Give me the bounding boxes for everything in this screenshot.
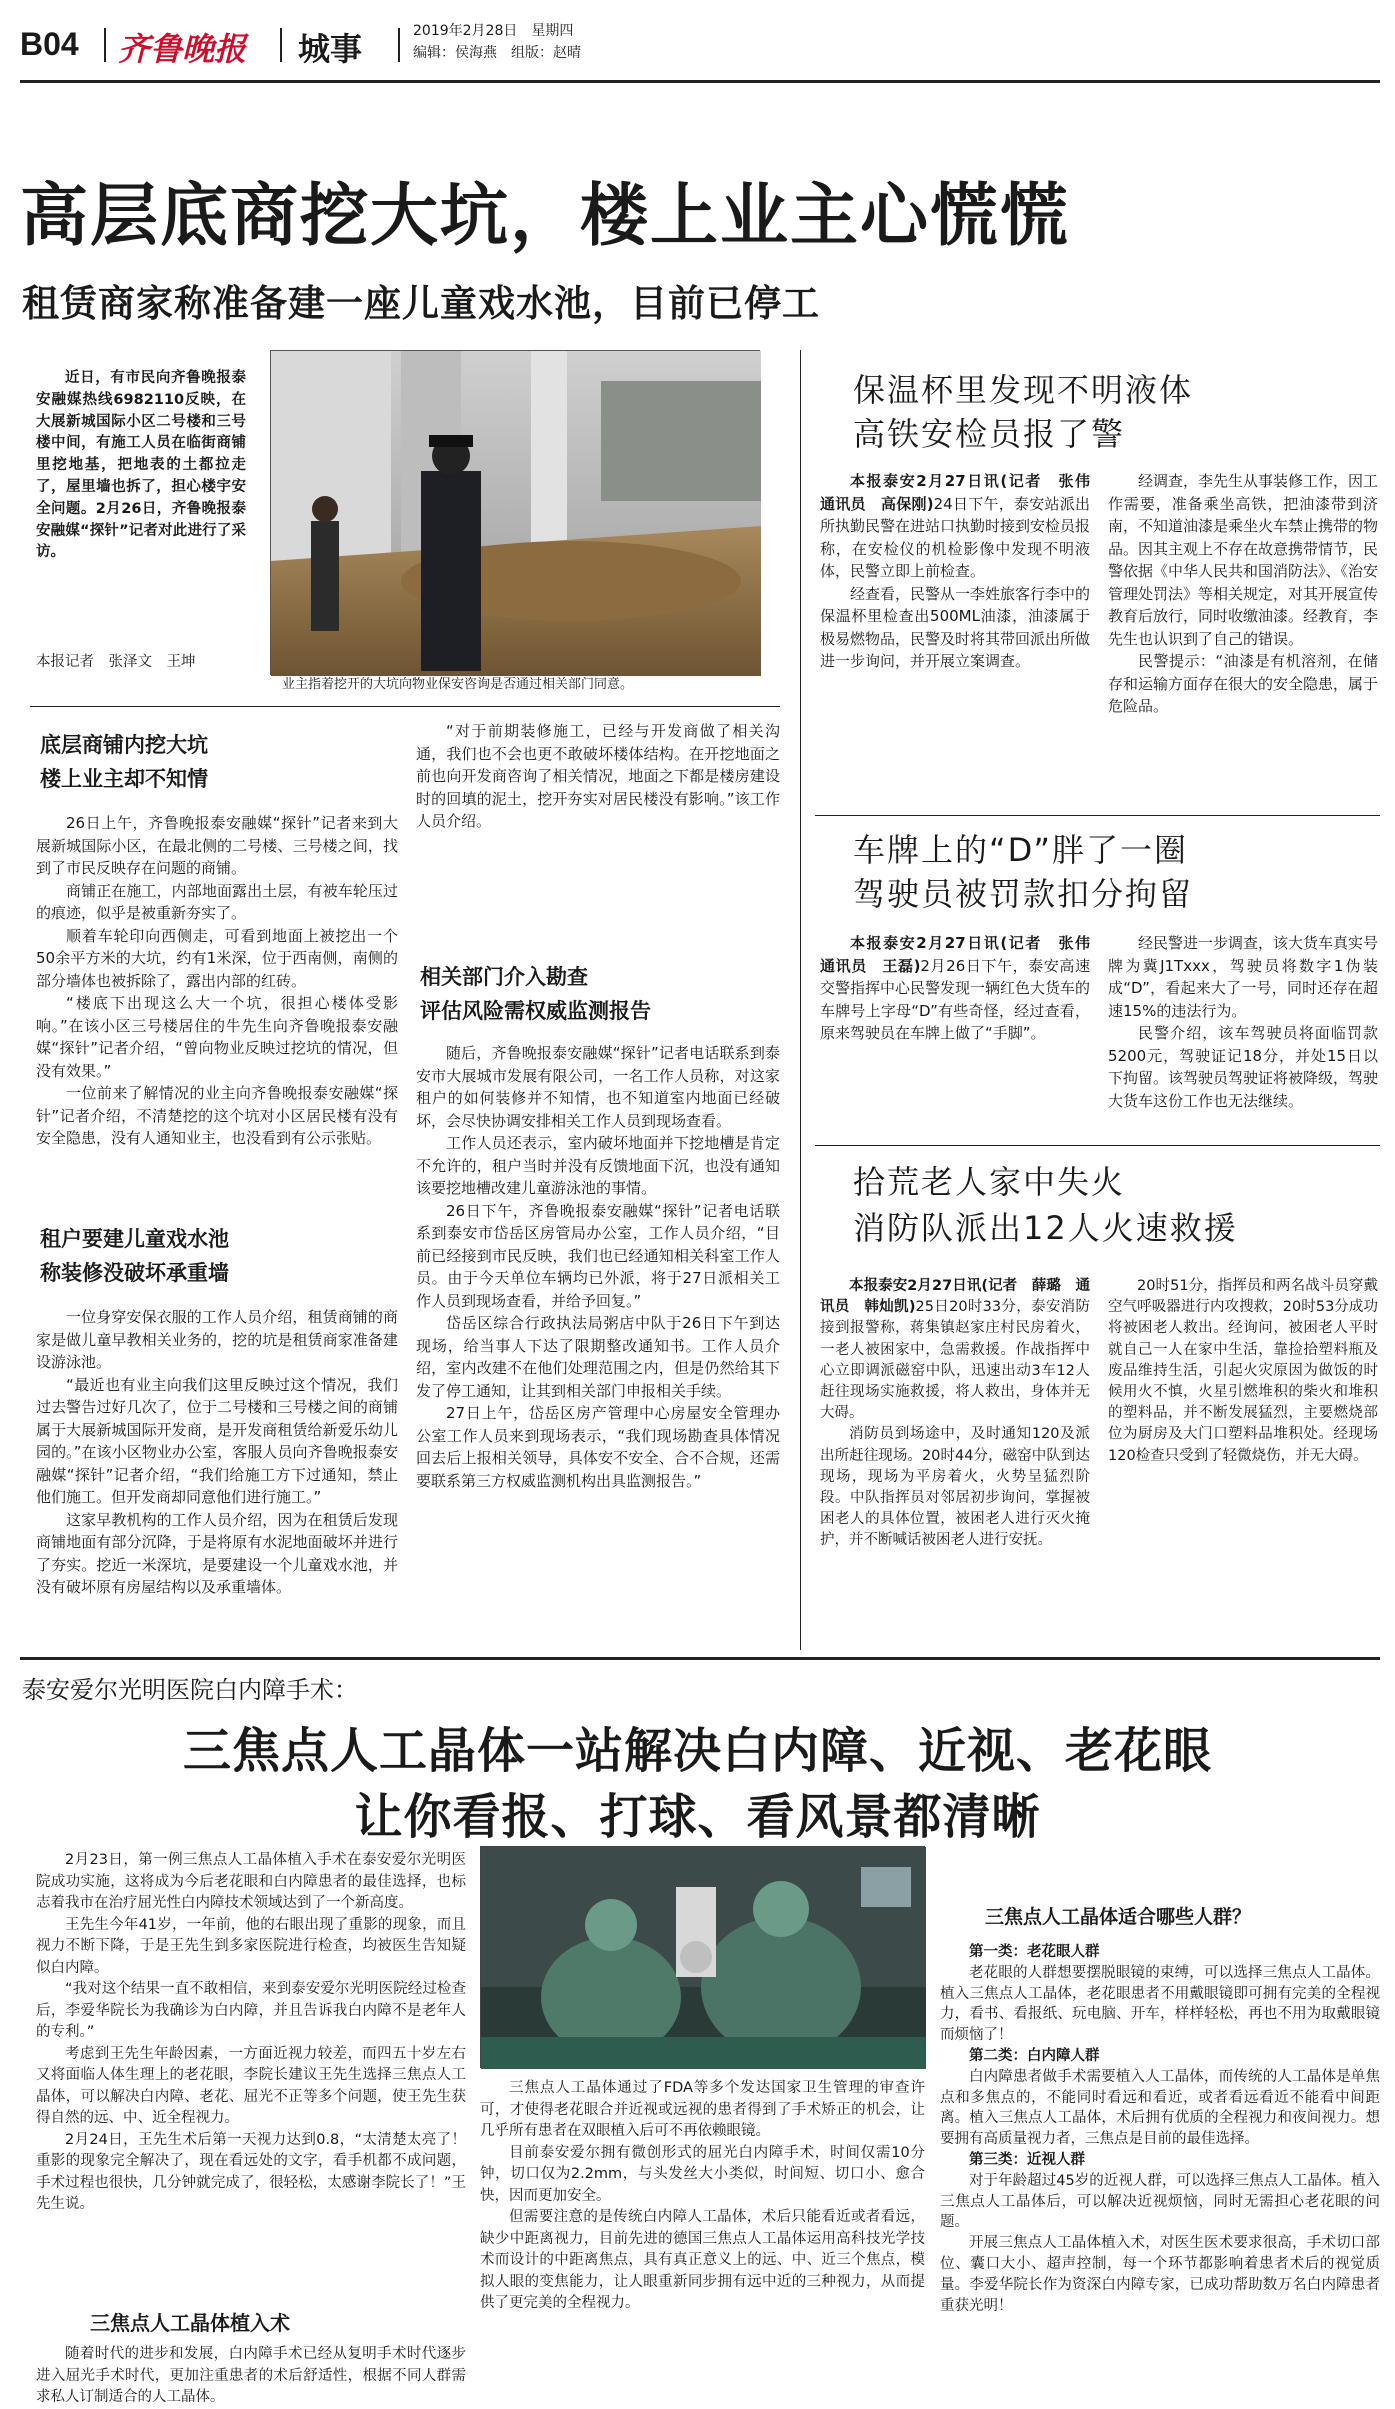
paragraph: 白内障患者做手术需要植入人工晶体，而传统的人工晶体是单焦点和多焦点的，不能同时看远和看近，或者看远看近不能看中间距离。植入三焦点人工晶体，术后拥有优质的全程视力和夜间视力。想要拥有高质量视力者，三焦点是目前的最佳选择。: [940, 2068, 1380, 2148]
main-subheadline: 租赁商家称准备建一座儿童戏水池，目前已停工: [22, 282, 820, 325]
issue-date: 2019年2月28日 星期四: [413, 23, 574, 39]
news1-title-2: 高铁安检员报了警: [853, 415, 1126, 453]
byline-dateline: 本报泰安2月27日讯: [850, 934, 1001, 952]
paragraph: 经民警进一步调查，该大货车真实号牌为冀J1Txxx，驾驶员将数字1伪装成“D”，看起来大了一号，同时还存在超速15%的违法行为。: [1108, 934, 1379, 1020]
news3-col-1: [820, 1276, 1090, 1552]
ad-subtitle-1: 三焦点人工晶体植入术: [90, 2311, 290, 2335]
paragraph: 民警提示：“油漆是有机溶剂，在储存和运输方面存在很大的安全隐患，属于危险品。: [1108, 652, 1379, 715]
article-column-1: [36, 812, 398, 1150]
surgery-photo: [480, 1846, 925, 2068]
ad-kicker: 泰安爱尔光明医院白内障手术：: [22, 1676, 358, 1704]
paragraph: 开展三焦点人工晶体植入术，对医生医术要求很高，手术切口部位、囊口大小、超声控制，每一个环节都影响着患者术后的视觉质量。李爱华院长作为资深白内障专家，已成功帮助数万名白内障患者重获光明！: [940, 2235, 1380, 2314]
paragraph: 民警介绍，该车驾驶员将面临罚款5200元，驾驶证记18分，并处15日以下拘留。该驾驶员驾驶证将被降级，驾驶大货车这份工作也无法继续。: [1108, 1024, 1379, 1110]
news3-col-2: [1108, 1276, 1378, 1467]
byline-people: (记者 张伟 通讯员 王磊): [820, 934, 1106, 975]
paragraph: 20时51分，指挥员和两名战斗员穿戴空气呼吸器进行内攻搜救，20时53分成功将被困老人救出。经询问，被困老人平时就自己一人在家中生活，靠捡拾塑料瓶及废品维持生活，引起火灾原因为做饭的时候用火不慎，火星引燃堆积的柴火和堆积的塑料品，并不断发展猛烈，主要燃烧部位为厨房及大门口塑料品堆积处。经现场120检查只受到了轻微烧伤，并无大碍。: [1108, 1278, 1378, 1464]
paragraph: “我对这个结果一直不敢相信，来到泰安爱尔光明医院经过检查后，李爱华院长为我确诊为白内障，并且告诉我白内障不是老年人的专利。”: [36, 1981, 466, 2040]
lead-paragraph: 近日，有市民向齐鲁晚报泰安融媒热线6982110反映，在大展新城国际小区二号楼和三号楼中间，有施工人员在临街商铺里挖地基，把地表的土都拉走了，屋里墙也拆了，担心楼宇安全问题。2月26日，齐鲁晚报泰安融媒“探针”记者对此进行了采访。: [36, 370, 246, 561]
ad-column-1b: [36, 2344, 466, 2405]
paragraph: 三焦点人工晶体通过了FDA等多个发达国家卫生管理的审查许可，才使得老花眼合并近视或远视的患者得到了手术矫正的机会，让几乎所有患者在双眼植入后可不再依赖眼镜。: [480, 2080, 925, 2139]
article-column-1b: [36, 1306, 398, 1599]
news1-col-1: [820, 470, 1106, 673]
byline-dateline: 本报泰安2月27日讯: [850, 472, 1001, 490]
byline-people: (记者 张伟 通讯员 高保刚): [820, 472, 1106, 513]
article-column-2b: [416, 1042, 780, 1492]
construction-photo: [270, 350, 760, 675]
paragraph: 但需要注意的是传统白内障人工晶体，术后只能看近或者看远，缺少中距离视力，目前先进的德国三焦点人工晶体运用高科技光学技术而设计的中距离焦点，具有真正意义上的远、中、近三个焦点，模拟人眼的变焦能力，让人眼重新同步拥有远中近的三种视力，从而提供了更完美的全程视力。: [480, 2209, 925, 2311]
paragraph: 顺着车轮印向西侧走，可看到地面上被挖出一个50余平方米的大坑，约有1米深，位于西南侧，南侧的部分墙体也被拆除了，露出内部的红砖。: [36, 926, 398, 990]
news2-col-2: [1108, 932, 1378, 1112]
rule: [30, 706, 780, 707]
paragraph: 商铺正在施工，内部地面露出土层，有被车轮压过的痕迹，似乎是被重新夯实了。: [36, 881, 398, 922]
page-number: B04: [20, 26, 79, 62]
rule: [815, 1145, 1380, 1146]
ad-column-2: [480, 2078, 925, 2315]
ad-column-1: [36, 1850, 466, 2216]
paragraph: 27日上午，岱岳区房产管理中心房屋安全管理办公室工作人员来到现场表示，“我们现场勘查具体情况回去后上报相关领导，具体安不安全、合不合规，还需要联系第三方权威监测机构出具监测报告。”: [416, 1404, 780, 1490]
paragraph: 对于年龄超过45岁的近视人群，可以选择三焦点人工晶体。植入三焦点人工晶体后，可以解决近视烦恼，同时无需担心老花眼的问题。: [940, 2172, 1380, 2231]
section-title-2b: 称装修没破坏承重墙: [40, 1261, 229, 1285]
header-rule: [20, 80, 1380, 83]
paragraph: 一位前来了解情况的业主向齐鲁晚报泰安融媒“探针”记者介绍，不清楚挖的这个坑对小区居民楼有没有安全隐患，没有人通知业主，也没看到有公示张贴。: [36, 1084, 398, 1147]
news3-title-1: 拾荒老人家中失火: [853, 1163, 1126, 1201]
paragraph: 24日下午，泰安站派出所执勤民警在进站口执勤时接到安检员报称，在安检仪的机检影像中发现不明液体，民警立即上前检查。: [820, 494, 1091, 580]
paragraph: 这家早教机构的工作人员介绍，因为在租赁后发现商铺地面有部分沉降，于是将原有水泥地面破坏并进行了夯实。挖近一米深坑，是要建设一个儿童戏水池，并没有破坏原有房屋结构以及承重墙体。: [36, 1510, 398, 1596]
newspaper-logo: 齐鲁晚报: [118, 30, 247, 68]
byline-dateline: 本报泰安2月27日讯: [849, 1278, 982, 1294]
ad-title-1: 三焦点人工晶体一站解决白内障、近视、老花眼: [182, 1723, 1212, 1779]
ad-top-rule: [20, 1657, 1380, 1660]
paragraph: 岱岳区综合行政执法局粥店中队于26日下午到达现场，给当事人下达了限期整改通知书。工作人员介绍，室内改建不在他们处理范围之内，但是仍然给其下发了停工通知，让其到相关部门申报相关手续。: [416, 1314, 780, 1400]
paragraph: 考虑到王先生年龄因素，一方面近视力较差，而四五十岁左右又将面临人体生理上的老花眼，李院长建议王先生选择三焦点人工晶体，可以解决白内障、老花、屈光不正等多个问题，使王先生获得自然的远、中、近全程视力。: [36, 2045, 466, 2126]
news2-title-1: 车牌上的“D”胖了一圈: [853, 831, 1188, 869]
section-title-2a: 租户要建儿童戏水池: [40, 1227, 229, 1251]
divider: [398, 28, 400, 62]
paragraph: 王先生今年41岁，一年前，他的右眼出现了重影的现象，而且视力不断下降，于是王先生到多家医院进行检查，均被医生告知疑似白内障。: [36, 1916, 466, 1976]
paragraph: 目前泰安爱尔拥有微创形式的屈光白内障手术，时间仅需10分钟，切口仅为2.2mm，与头发丝大小类似，时间短、切口小、愈合快，因而更加安全。: [480, 2144, 925, 2204]
news2-title-2: 驾驶员被罚款扣分拘留: [853, 875, 1194, 913]
ad-column-3: [940, 1942, 1380, 2316]
article-column-2: [416, 720, 780, 833]
section-title-3b: 评估风险需权威监测报告: [420, 999, 651, 1023]
page-header: [20, 20, 1380, 75]
ad-title-2: 让你看报、打球、看风景都清晰: [354, 1789, 1041, 1845]
news3-title-2: 消防队派出12人火速救援: [853, 1209, 1238, 1247]
section-name: 城事: [298, 30, 363, 68]
paragraph: 2月26日下午，泰安高速交警指挥中心民警发现一辆红色大货车的车牌号上字母“D”有些奇怪，经过查看，原来驾驶员在车牌上做了“手脚”。: [820, 956, 1091, 1042]
paragraph: “对于前期装修施工，已经与开发商做了相关沟通，我们也不会也更不敢破坏楼体结构。在开挖地面之前也向开发商咨询了相关情况，地面之下都是楼房建设时的回填的泥土，挖开夯实对居民楼没有影响。”该工作人员介绍。: [416, 722, 780, 830]
divider: [280, 28, 282, 62]
category-title: 第二类：白内障人群: [969, 2047, 1100, 2064]
news1-title-1: 保温杯里发现不明液体: [853, 371, 1194, 409]
paragraph: 随后，齐鲁晚报泰安融媒“探针”记者电话联系到泰安市大展城市发展有限公司，一名工作人员称，对这家租户的如何装修并不知情，也不知道室内地面已经破坏，会尽快协调安排相关工作人员到现场查看。: [416, 1044, 780, 1130]
paragraph: “最近也有业主向我们这里反映过这个情况，我们过去警告过好几次了，位于二号楼和三号楼之间的商铺属于大展新城国际开发商，是开发商租赁给新爱乐幼儿园的。”在该小区物业办公室，客服人员向齐鲁晚报泰安融媒“探针”记者介绍，“我们给施工方下过通知，禁止他们施工。但开发商却同意他们进行施工。”: [36, 1375, 398, 1506]
section-title-3a: 相关部门介入勘查: [420, 965, 588, 989]
paragraph: 26日上午，齐鲁晚报泰安融媒“探针”记者来到大展新城国际小区，在最北侧的二号楼、三号楼之间，找到了市民反映存在问题的商铺。: [36, 814, 398, 877]
section-title-1a: 底层商铺内挖大坑: [40, 733, 208, 757]
paragraph: “楼底下出现这么大一个坑，很担心楼体受影响。”在该小区三号楼居住的牛先生向齐鲁晚报泰安融媒“探针”记者介绍，“曾向物业反映过挖坑的情况，但没有效果。”: [36, 994, 398, 1080]
paragraph: 经调查，李先生从事装修工作，因工作需要，准备乘坐高铁，把油漆带到济南，不知道油漆是乘坐火车禁止携带的物品。因其主观上不存在故意携带情节，民警依据《中华人民共和国消防法》、《治安管理处罚法》等相关规定，对其开展宣传教育后放行，同时收缴油漆。经教育，李先生也认识到了自己的错误。: [1108, 472, 1379, 648]
paragraph: 2月24日，王先生术后第一天视力达到0.8，“太清楚太亮了！重影的现象完全解决了，现在看远处的文字，看手机都不成问题，手术过程也很快，几分钟就完成了，很轻松，太感谢李院长了！”王先生说。: [36, 2131, 466, 2212]
news1-col-2: [1108, 470, 1378, 718]
section-title-1b: 楼上业主却不知情: [40, 767, 208, 791]
paragraph: 随着时代的进步和发展，白内障手术已经从复明手术时代逐步进入屈光手术时代，更加注重患者的术后舒适性，根据不同人群需求私人订制适合的人工晶体。: [36, 2346, 466, 2405]
column-divider: [800, 350, 801, 1650]
paragraph: 工作人员还表示，室内破坏地面并下挖地槽是肯定不允许的，租户当时并没有反馈地面下沉，也没有通知该要挖地槽改建儿童游泳池的事情。: [416, 1134, 780, 1197]
byline-people: (记者 薛璐 通讯员 韩灿凯): [820, 1278, 1090, 1316]
ad-subtitle-2: 三焦点人工晶体适合哪些人群？: [985, 1906, 1252, 1928]
paragraph: 25日20时33分，泰安消防接到报警称，蒋集镇赵家庄村民房着火，一老人被困家中，急需救援。作战指挥中心立即调派磁窑中队，迅速出动3车12人赶往现场实施救援，将人救出，身体并无大碍。: [820, 1299, 1090, 1422]
paragraph: 一位身穿安保衣服的工作人员介绍，租赁商铺的商家是做儿童早教相关业务的，挖的坑是租赁商家准备建设游泳池。: [36, 1308, 398, 1371]
paragraph: 老花眼的人群想要摆脱眼镜的束缚，可以选择三焦点人工晶体。植入三焦点人工晶体，老花眼患者不用戴眼镜即可拥有完美的全程视力，看书、看报纸、玩电脑、开车，样样轻松，再也不用为取戴眼镜而烦恼了！: [940, 1964, 1380, 2044]
editor-credits: 编辑：侯海燕 组版：赵晴: [413, 45, 581, 61]
news2-col-1: [820, 932, 1106, 1045]
rule: [815, 815, 1380, 816]
main-byline: 本报记者 张泽文 王坤: [36, 654, 196, 670]
category-title: 第三类：近视人群: [969, 2151, 1085, 2168]
divider: [104, 28, 106, 62]
paragraph: 经查看，民警从一李姓旅客行李中的保温杯里检查出500ML油漆，油漆属于极易燃物品，民警及时将其带回派出所做进一步询问，并开展立案调查。: [820, 584, 1091, 670]
main-headline: 高层底商挖大坑，楼上业主心慌慌: [20, 177, 1071, 256]
paragraph: 消防员到场途中，及时通知120及派出所赶往现场。20时44分，磁窑中队到达现场，现场为平房着火，火势呈猛烈阶段。中队指挥员对邻居初步询问，掌握被困老人的具体位置，被困老人进行灭火掩护，并不断喊话被困老人进行安抚。: [820, 1426, 1090, 1549]
category-title: 第一类：老花眼人群: [969, 1944, 1100, 1960]
paragraph: 2月23日，第一例三焦点人工晶体植入手术在泰安爱尔光明医院成功实施，这将成为今后老花眼和白内障患者的最佳选择，也标志着我市在治疗屈光性白内障技术领域达到了一个新高度。: [36, 1852, 466, 1911]
photo-caption: 业主指着挖开的大坑向物业保安咨询是否通过相关部门同意。: [282, 677, 634, 692]
paragraph: 26日下午，齐鲁晚报泰安融媒“探针”记者电话联系到泰安市岱岳区房管局办公室，工作人员介绍，“目前已经接到市民反映，我们也已经通知相关科室工作人员。由于今天单位车辆均已外派，将于27日派相关工作人员到现场查看，并给予回复。”: [416, 1201, 780, 1310]
